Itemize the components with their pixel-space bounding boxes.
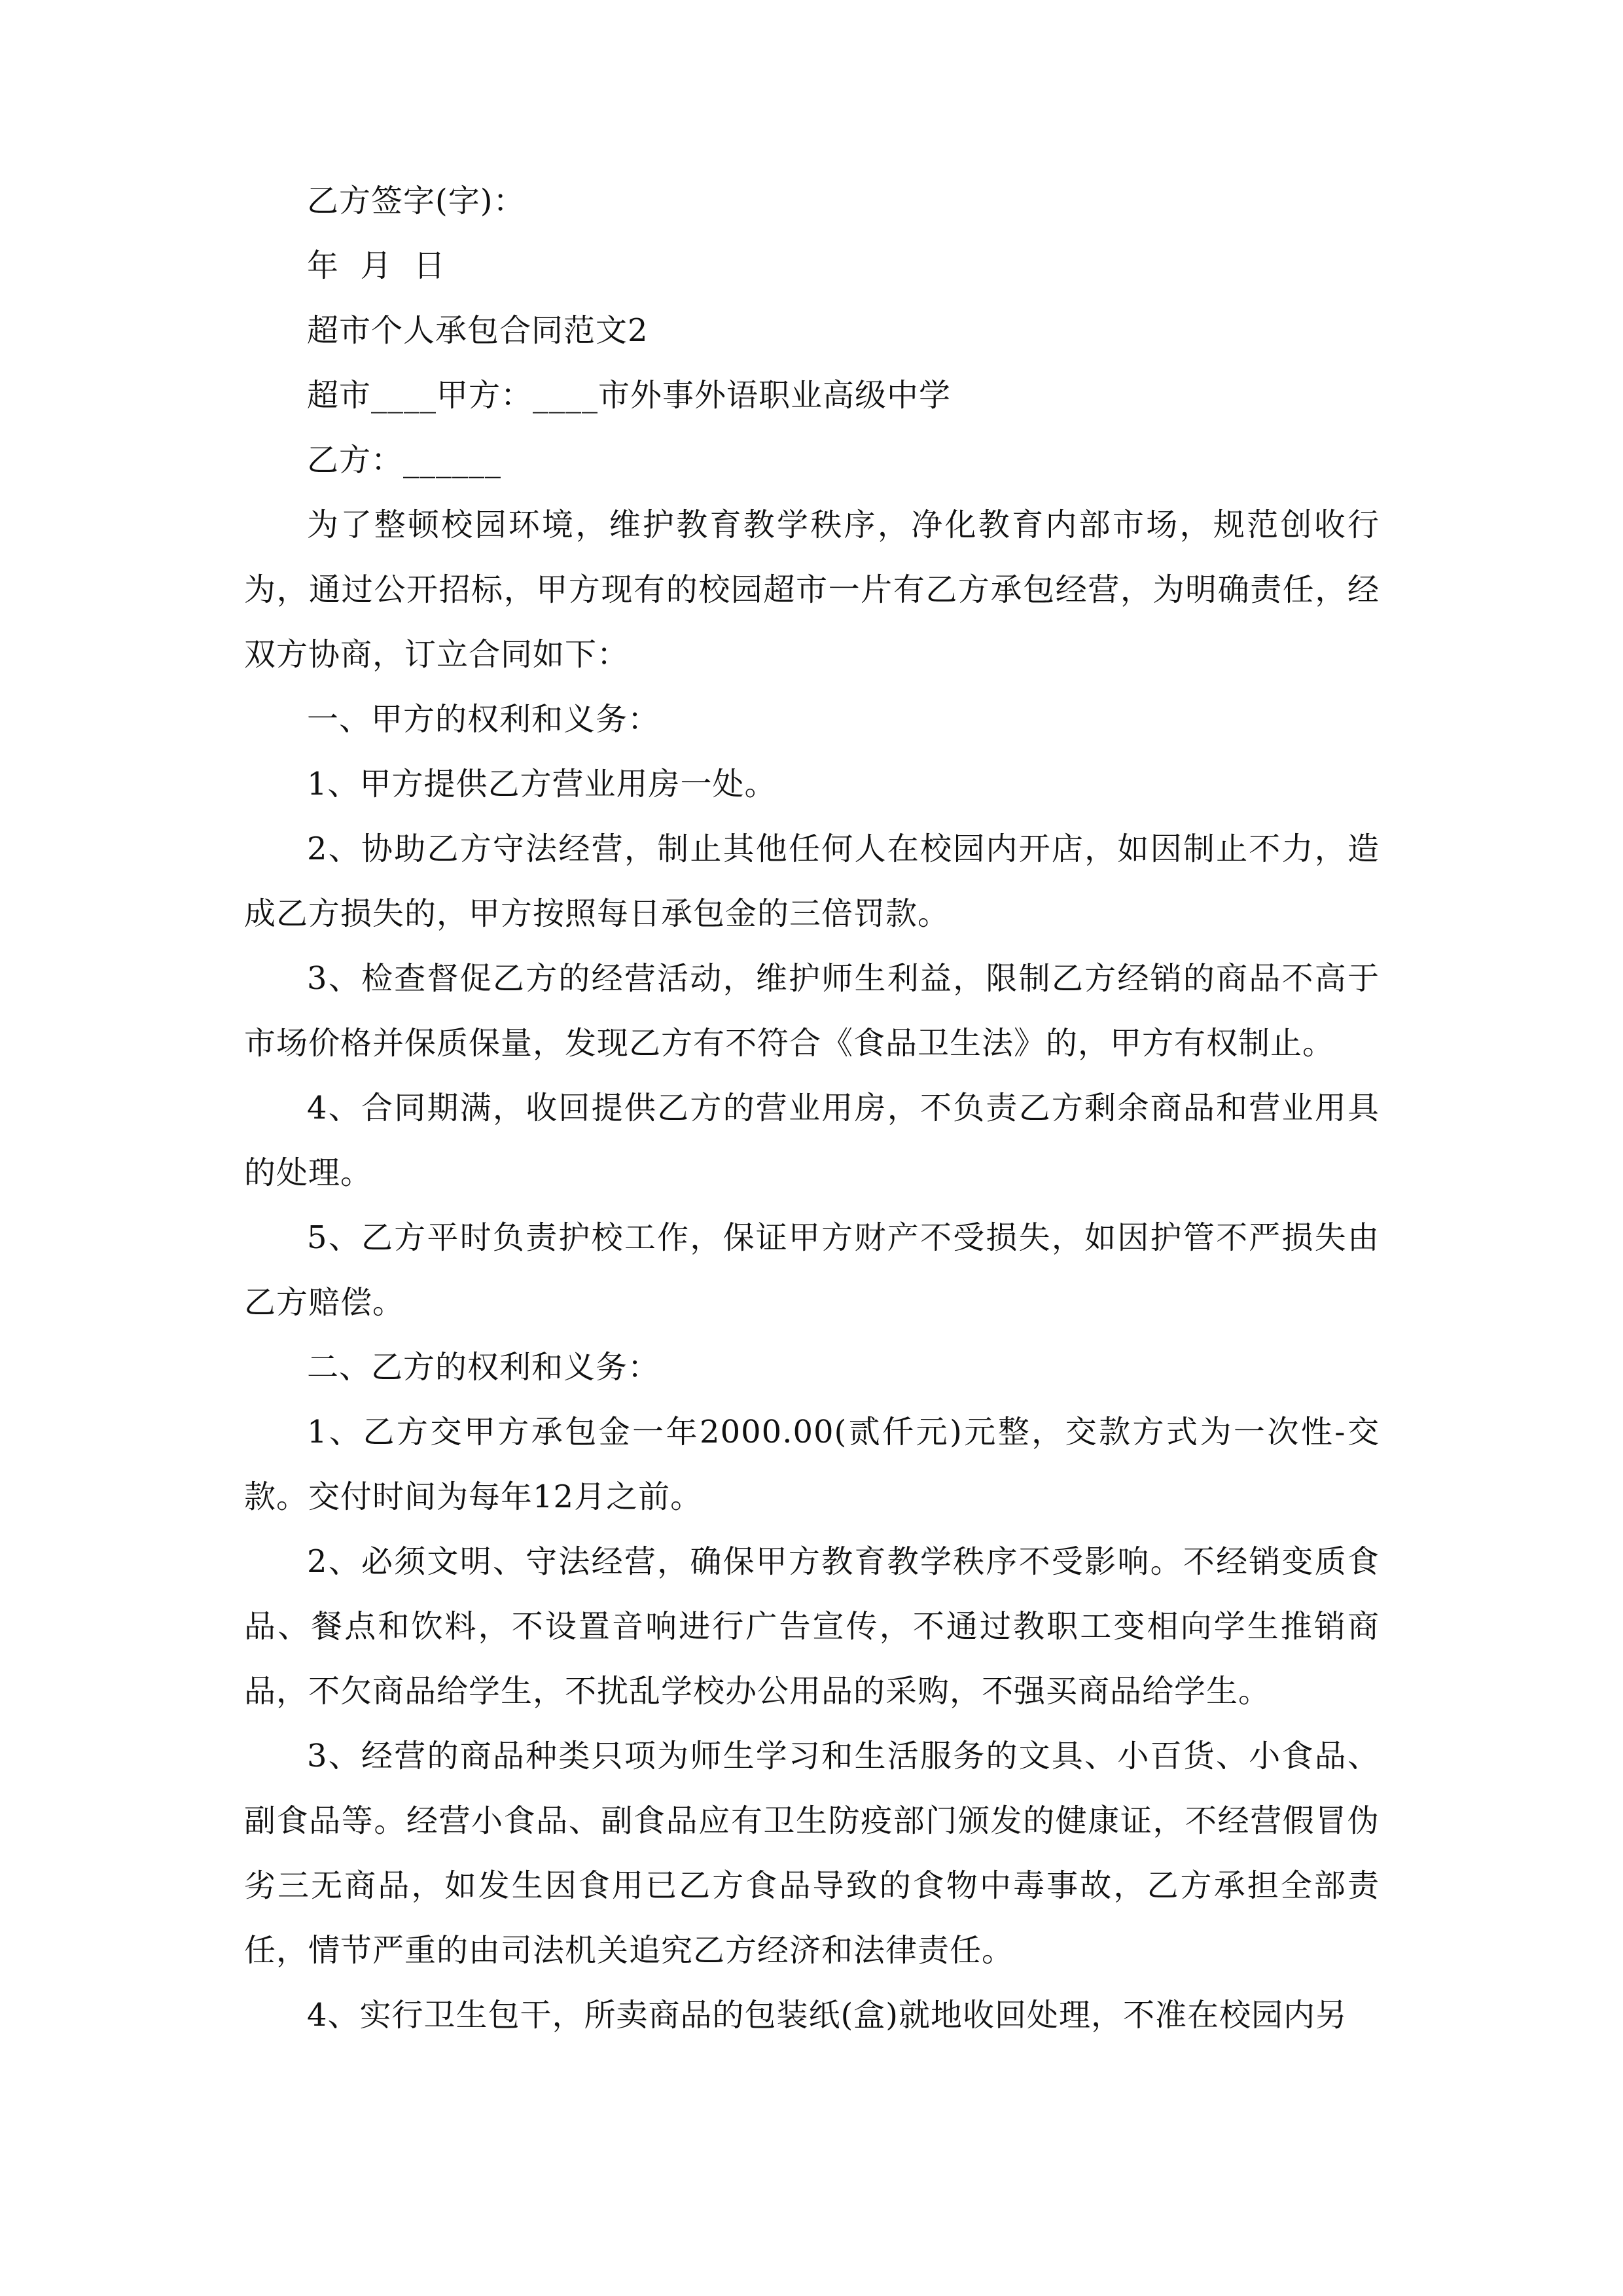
clause-a-3: 3、检查督促乙方的经营活动，维护师生利益，限制乙方经销的商品不高于市场价格并保质保量，发现乙方有不符合《食品卫生法》的，甲方有权制止。: [244, 960, 1380, 1062]
document-body: [244, 169, 1380, 2048]
signature-line-party-b: 乙方签字(字)：: [307, 183, 526, 219]
clause-b-2: 2、必须文明、守法经营，确保甲方教育教学秩序不受影响。不经销变质食品、餐点和饮料，不设置音响进行广告宣传，不通过教职工变相向学生推销商品，不欠商品给学生，不扰乱学校办公用品的采购，不强买商品给学生。: [244, 1543, 1380, 1710]
section-heading-party-b: 二、乙方的权利和义务：: [307, 1349, 660, 1386]
clause-a-1: 1、甲方提供乙方营业用房一处。: [307, 766, 777, 802]
clause-b-3: 3、经营的商品种类只项为师生学习和生活服务的文具、小百货、小食品、副食品等。经营小食品、副食品应有卫生防疫部门颁发的健康证，不经营假冒伪劣三无商品，如发生因食用已乙方食品导致的食物中毒事故，乙方承担全部责任，情节严重的由司法机关追究乙方经济和法律责任。: [244, 1738, 1380, 1969]
party-a-line: 超市____甲方：____市外事外语职业高级中学: [307, 377, 952, 414]
preamble-paragraph: 为了整顿校园环境，维护教育教学秩序，净化教育内部市场，规范创收行为，通过公开招标，甲方现有的校园超市一片有乙方承包经营，为明确责任，经双方协商，订立合同如下：: [244, 507, 1380, 673]
clause-b-1: 1、乙方交甲方承包金一年2000.00(贰仟元)元整，交款方式为一次性-交款。交付时间为每年12月之前。: [244, 1414, 1380, 1515]
clause-a-2: 2、协助乙方守法经营，制止其他任何人在校园内开店，如因制止不力，造成乙方损失的，甲方按照每日承包金的三倍罚款。: [244, 831, 1380, 932]
section-heading-party-a: 一、甲方的权利和义务：: [307, 701, 660, 738]
clause-a-5: 5、乙方平时负责护校工作，保证甲方财产不受损失，如因护管不严损失由乙方赔偿。: [244, 1219, 1380, 1321]
clause-b-4: 4、实行卫生包干，所卖商品的包装纸(盒)就地收回处理，不准在校园内另: [307, 1997, 1347, 2034]
clause-a-4: 4、合同期满，收回提供乙方的营业用房，不负责乙方剩余商品和营业用具的处理。: [244, 1090, 1380, 1191]
date-line: 年 月 日: [307, 247, 446, 284]
party-b-line: 乙方：______: [307, 442, 502, 478]
document-title: 超市个人承包合同范文2: [307, 312, 649, 349]
